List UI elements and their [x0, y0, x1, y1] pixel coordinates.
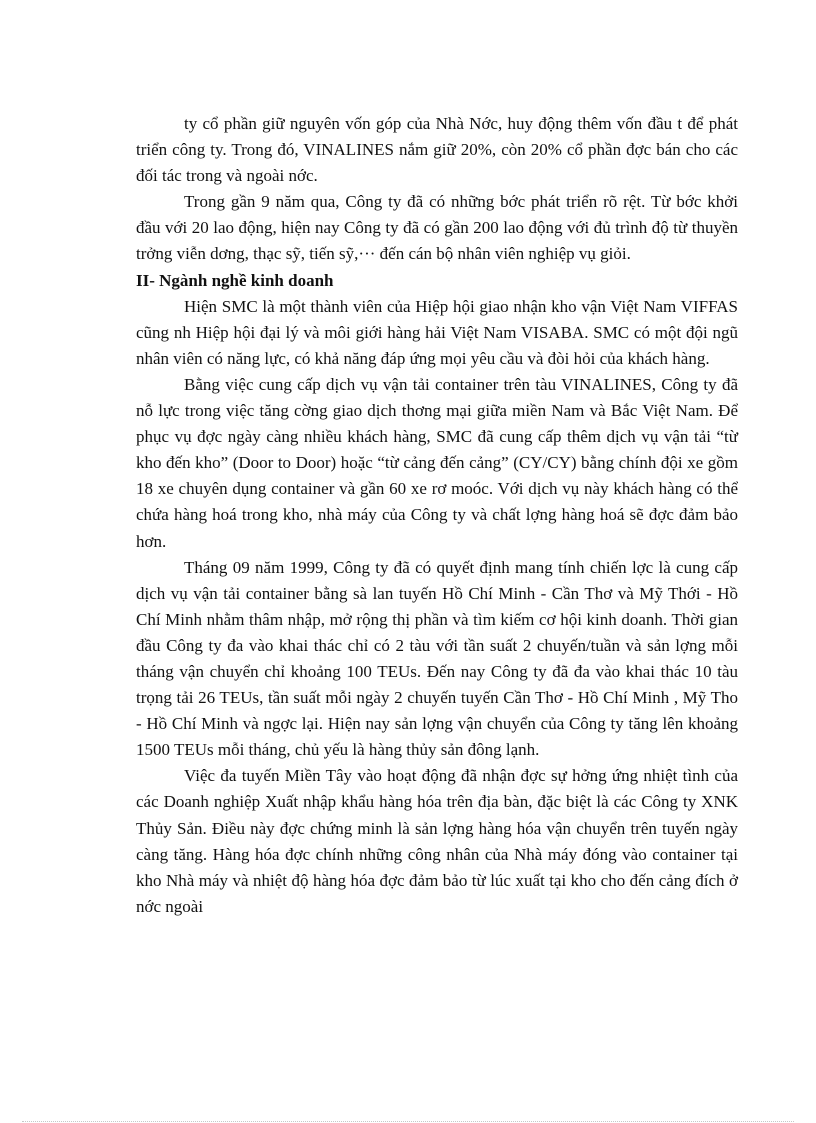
- paragraph-company-growth: Trong gần 9 năm qua, Công ty đã có những bớc phát triển rõ rệt. Từ bớc khởi đầu với 20 lao động, hiện nay Công ty đã có gần 200 lao động với đủ trình độ từ thuyền trởng viễn dơng, thạc sỹ, tiến sỹ,··· đến cán bộ nhân viên nghiệp vụ giỏi.: [136, 192, 738, 264]
- page-bottom-divider: [22, 1121, 794, 1122]
- section-heading-business-lines: II- Ngành nghề kinh doanh: [136, 270, 334, 290]
- paragraph-mekong-route-response: Việc đa tuyến Miền Tây vào hoạt động đã nhận đợc sự hởng ứng nhiệt tình của các Doanh nghiệp Xuất nhập khẩu hàng hóa trên địa bàn, đặc biệt là các Công ty XNK Thủy Sản. Điều này đợc chứng minh là sản lợng hàng hóa vận chuyển trên tuyến ngày càng tăng. Hàng hóa đợc chính những công nhân của Nhà máy đóng vào container tại kho Nhà máy và nhiệt độ hàng hóa đợc đảm bảo từ lúc xuất tại kho cho đến cảng đích ở nớc ngoài: [136, 766, 738, 916]
- paragraph-smc-membership: Hiện SMC là một thành viên của Hiệp hội giao nhận kho vận Việt Nam VIFFAS cũng nh Hiệp hội đại lý và môi giới hàng hải Việt Nam VISABA. SMC có một đội ngũ nhân viên có năng lực, có khả năng đáp ứng mọi yêu cầu và đòi hỏi của khách hàng.: [136, 296, 738, 368]
- paragraph-barge-route-strategy: Tháng 09 năm 1999, Công ty đã có quyết định mang tính chiến lợc là cung cấp dịch vụ vận tải container bằng sà lan tuyến Hồ Chí Minh - Cần Thơ và Mỹ Thới - Hồ Chí Minh nhằm thâm nhập, mở rộng thị phần và tìm kiếm cơ hội kinh doanh. Thời gian đầu Công ty đa vào khai thác chỉ có 2 tàu với tần suất 2 chuyến/tuần và sản lợng mỗi tháng vận chuyển chỉ khoảng 100 TEUs. Đến nay Công ty đã đa vào khai thác 10 tàu trọng tải 26 TEUs, tần suất mỗi ngày 2 chuyến tuyến Cần Thơ - Hồ Chí Minh , Mỹ Tho - Hồ Chí Minh và ngợc lại. Hiện nay sản lợng vận chuyển của Công ty tăng lên khoảng 1500 TEUs mỗi tháng, chủ yếu là hàng thủy sản đông lạnh.: [136, 557, 738, 760]
- paragraph-container-services: Bằng việc cung cấp dịch vụ vận tải container trên tàu VINALINES, Công ty đã nỗ lực trong việc tăng cờng giao dịch thơng mại giữa miền Nam và Bắc Việt Nam. Để phục vụ đợc ngày càng nhiều khách hàng, SMC đã cung cấp thêm dịch vụ vận tải “từ kho đến kho” (Door to Door) hoặc “từ cảng đến cảng” (CY/CY) bằng chính đội xe gồm 18 xe chuyên dụng container và gần 60 xe rơ moóc. Với dịch vụ này khách hàng có thể chứa hàng hoá trong kho, nhà máy của Công ty và chất lợng hàng hoá sẽ đợc đảm bảo hơn.: [136, 374, 738, 551]
- document-body: [136, 111, 738, 920]
- paragraph-capital-structure: ty cổ phần giữ nguyên vốn góp của Nhà Nớc, huy động thêm vốn đầu t để phát triển công ty. Trong đó, VINALINES nắm giữ 20%, còn 20% cổ phần đợc bán cho các đối tác trong và ngoài nớc.: [136, 114, 738, 186]
